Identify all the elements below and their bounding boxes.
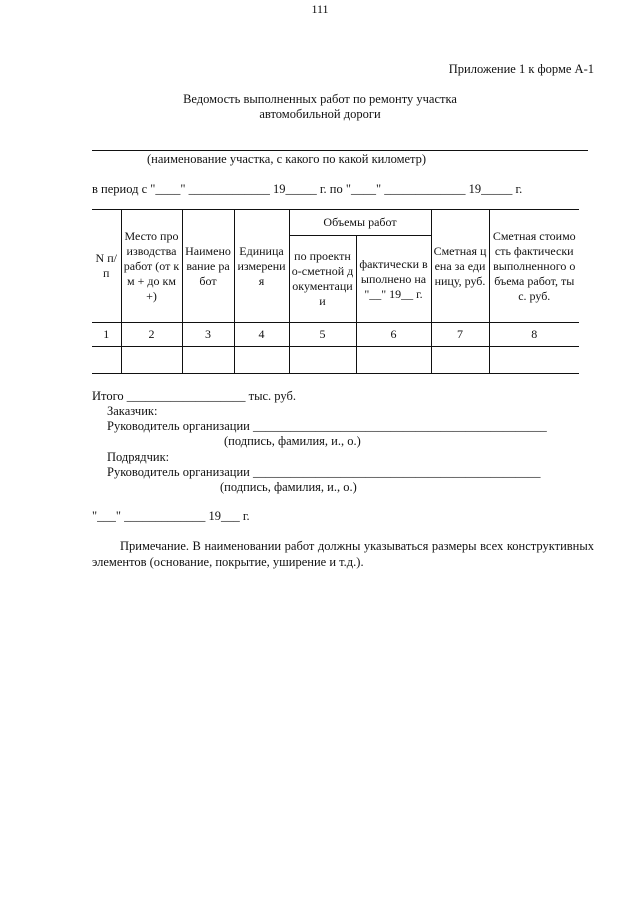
header-cell-location: Место производства работ (от км + до км +)	[121, 210, 182, 323]
customer-head-signature-line: Руководитель организации _______________________________________________	[107, 419, 547, 433]
header-cell-unit-price: Сметная цена за единицу, руб.	[431, 210, 489, 323]
column-number: 6	[356, 323, 431, 347]
header-cell-estimated-cost: Сметная стоимость фактически выполненного объема работ, тыс. руб.	[489, 210, 579, 323]
works-table	[92, 209, 579, 374]
total-line: Итого ___________________ тыс. руб.	[92, 389, 296, 403]
section-name-blank-line	[92, 150, 588, 151]
header-cell-design-volume: по проектно-сметной документации	[289, 236, 356, 323]
empty-cell	[234, 347, 289, 374]
empty-cell	[431, 347, 489, 374]
title-line-2: автомобильной дороги	[259, 107, 381, 121]
contractor-head-signature-line: Руководитель организации ______________________________________________	[107, 465, 541, 479]
section-name-caption: (наименование участка, с какого по какой километр)	[147, 152, 427, 166]
empty-cell	[92, 347, 121, 374]
column-number: 4	[234, 323, 289, 347]
column-number: 2	[121, 323, 182, 347]
header-cell-number: N п/п	[92, 210, 121, 323]
contractor-label: Подрядчик:	[107, 450, 170, 464]
header-cell-work-name: Наименование работ	[182, 210, 234, 323]
column-number: 3	[182, 323, 234, 347]
contractor-signature-hint: (подпись, фамилия, и., о.)	[220, 480, 357, 494]
title-line-1: Ведомость выполненных работ по ремонту участка	[183, 92, 457, 106]
header-cell-volumes: Объемы работ	[289, 210, 431, 236]
customer-signature-hint: (подпись, фамилия, и., о.)	[224, 434, 361, 448]
customer-label: Заказчик:	[107, 404, 158, 418]
page-number: 111	[311, 2, 329, 16]
header-cell-actual-volume: фактически выполнено на "__" 19__ г.	[356, 236, 431, 323]
date-line: "___" _____________ 19___ г.	[92, 509, 250, 523]
empty-cell	[356, 347, 431, 374]
header-cell-unit: Единица измерения	[234, 210, 289, 323]
empty-cell	[489, 347, 579, 374]
note	[92, 538, 594, 570]
document-title	[0, 92, 640, 122]
empty-cell	[182, 347, 234, 374]
appendix-reference: Приложение 1 к форме А-1	[448, 62, 594, 76]
column-number: 7	[431, 323, 489, 347]
column-number: 8	[489, 323, 579, 347]
period-line: в период с "____" _____________ 19_____ г. по "____" _____________ 19_____ г.	[92, 182, 523, 196]
column-number: 5	[289, 323, 356, 347]
note-text: Примечание. В наименовании работ должны указываться размеры всех конструктивных элементов (основание, покрытие, уширение и т.д.).	[92, 539, 594, 569]
empty-cell	[289, 347, 356, 374]
empty-cell	[121, 347, 182, 374]
column-number: 1	[92, 323, 121, 347]
